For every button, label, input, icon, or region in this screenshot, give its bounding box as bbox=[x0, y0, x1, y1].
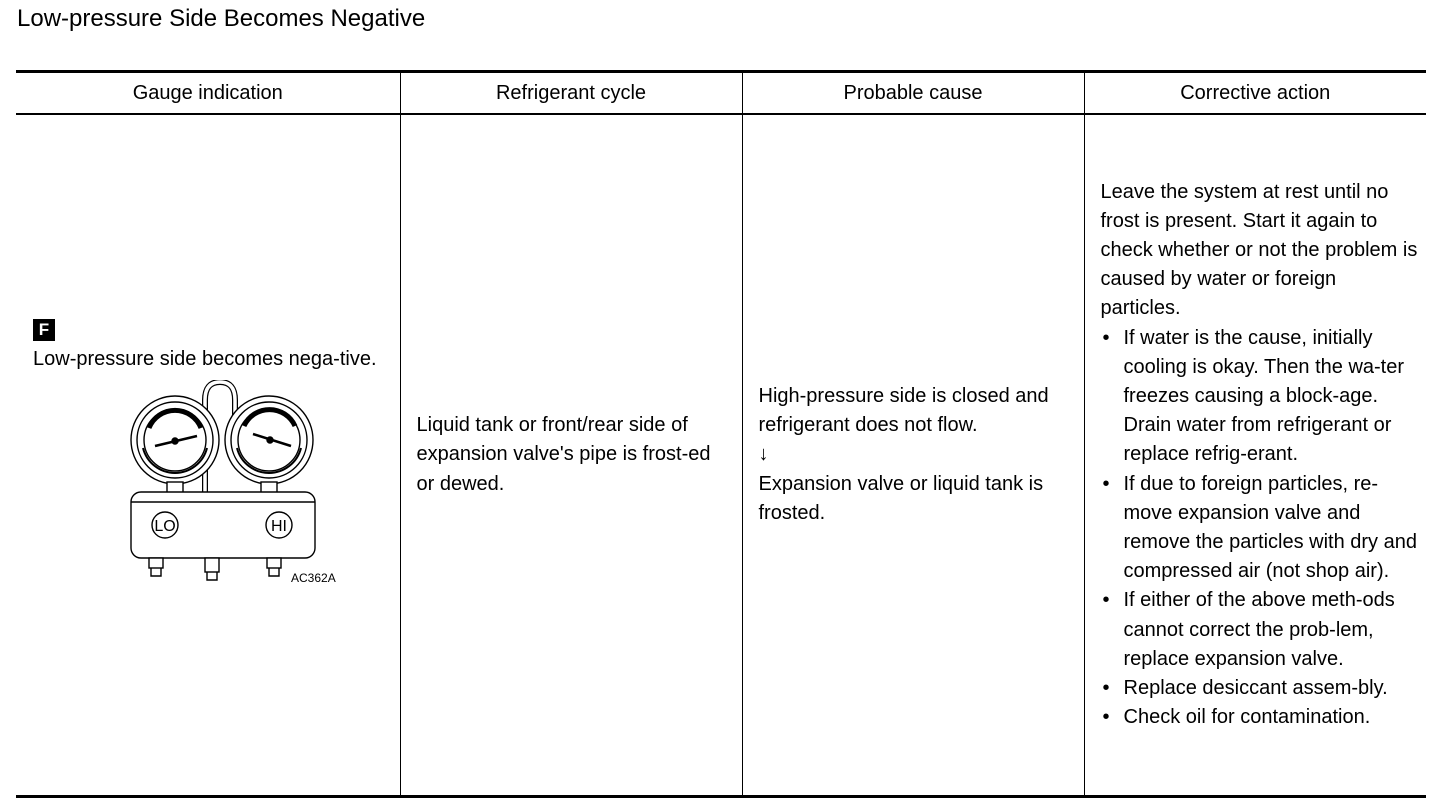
list-item: • If water is the cause, initially cooling is okay. Then the wa-ter freezes causing a block-age. Drain water from refrigerant or replace refrig-erant. bbox=[1101, 324, 1419, 470]
troubleshooting-table bbox=[16, 70, 1426, 798]
list-item: • If due to foreign particles, re-move expansion valve and remove the particles with dry and compressed air (not shop air). bbox=[1101, 470, 1419, 587]
corrective-action-list bbox=[1101, 324, 1419, 733]
manifold-gauge-illustration bbox=[107, 380, 347, 595]
down-arrow-icon: ↓ bbox=[758, 443, 769, 466]
table-row bbox=[16, 114, 1426, 797]
refrigerant-cycle-cell bbox=[400, 114, 742, 797]
header-refrigerant-cycle: Refrigerant cycle bbox=[400, 72, 742, 115]
probable-cause-line1: High-pressure side is closed and refrigerant does not flow. bbox=[758, 384, 1049, 437]
header-gauge-indication: Gauge indication bbox=[16, 72, 400, 115]
list-item: • If either of the above meth-ods cannot correct the prob-lem, replace expansion valve. bbox=[1101, 586, 1419, 674]
page-title: Low-pressure Side Becomes Negative bbox=[17, 5, 426, 32]
refrigerant-cycle-text: Liquid tank or front/rear side of expansion valve's pipe is frost-ed or dewed. bbox=[416, 414, 711, 495]
gauge-indication-cell bbox=[16, 114, 400, 797]
corrective-action-lead: Leave the system at rest until no frost is present. Start it again to check whether or not the problem is caused by water or foreign particles. bbox=[1100, 180, 1418, 320]
corrective-action-cell bbox=[1084, 114, 1426, 797]
hi-label: HI bbox=[271, 517, 287, 535]
probable-cause-line2: Expansion valve or liquid tank is frosted. bbox=[758, 472, 1044, 524]
table-header-row bbox=[16, 72, 1426, 115]
list-item: • Replace desiccant assem-bly. bbox=[1101, 674, 1419, 703]
probable-cause-cell bbox=[742, 114, 1084, 797]
header-corrective-action: Corrective action bbox=[1084, 72, 1426, 115]
lo-label: LO bbox=[154, 517, 176, 535]
figure-code: AC362A bbox=[291, 570, 336, 585]
header-probable-cause: Probable cause bbox=[742, 72, 1084, 115]
list-item: • Check oil for contamination. bbox=[1101, 703, 1419, 732]
condition-badge: F bbox=[33, 319, 55, 341]
gauge-indication-text: Low-pressure side becomes nega-tive. bbox=[33, 347, 377, 370]
